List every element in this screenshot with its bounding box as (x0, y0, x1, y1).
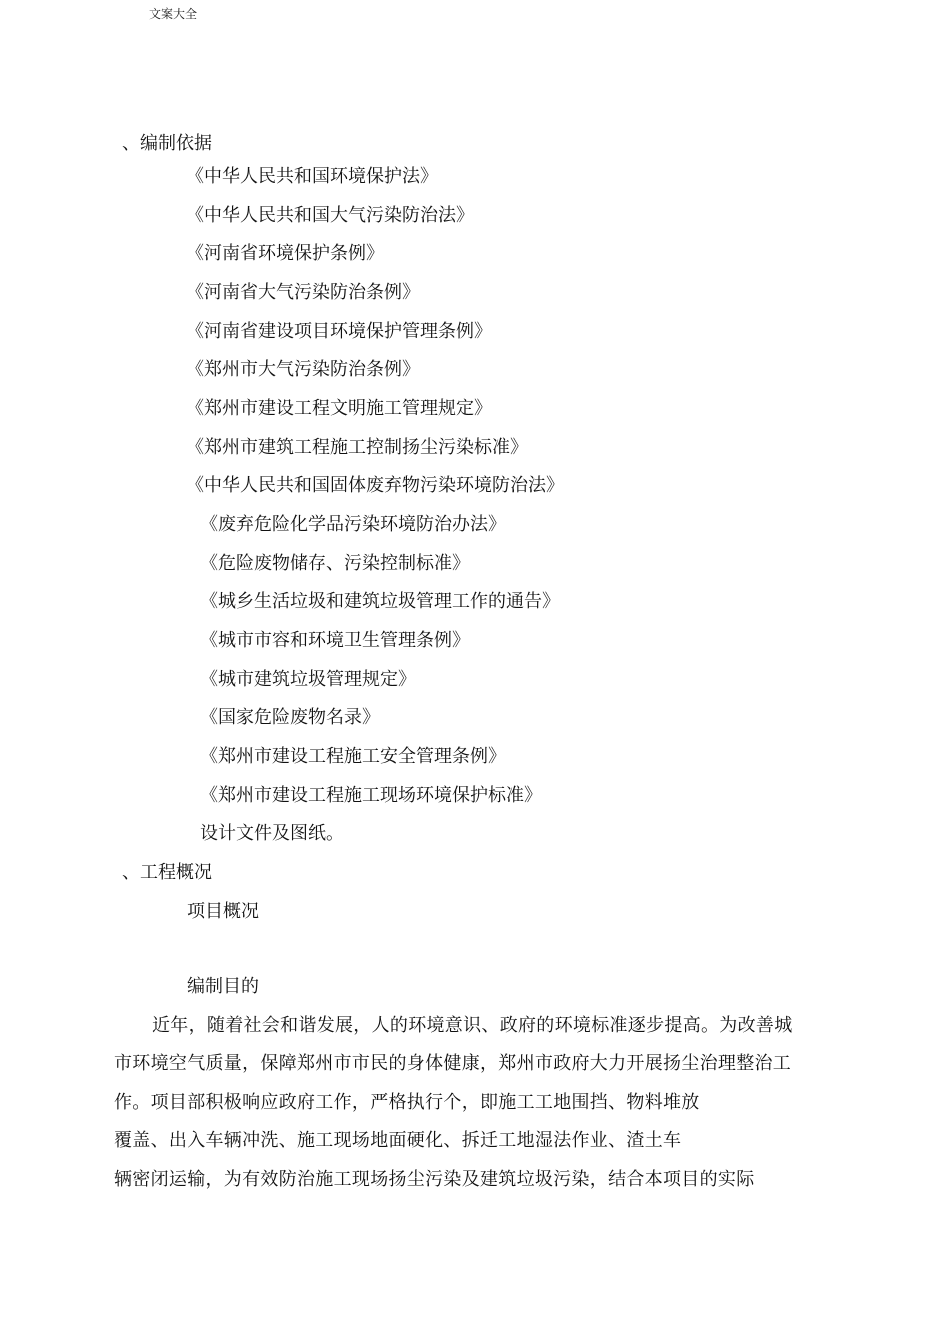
subheading-purpose: 编制目的 (187, 976, 259, 997)
header-mark: 文案大全 (149, 7, 198, 21)
reference-item: 《危险废物储存、污染控制标准》 (200, 553, 470, 574)
paragraph-line: 市环境空气质量，保障郑州市市民的身体健康，郑州市政府大力开展扬尘治理整治工 (114, 1053, 792, 1074)
subheading-project-overview: 项目概况 (187, 901, 259, 922)
reference-item: 《河南省大气污染防治条例》 (186, 282, 420, 303)
reference-item: 《河南省建设项目环境保护管理条例》 (186, 321, 492, 342)
reference-item: 《中华人民共和国环境保护法》 (186, 166, 438, 187)
section-title-overview: 、工程概况 (122, 862, 212, 883)
reference-item: 《中华人民共和国固体废弃物污染环境防治法》 (186, 475, 564, 496)
reference-item: 《河南省环境保护条例》 (186, 243, 384, 264)
reference-item: 《郑州市建筑工程施工控制扬尘污染标准》 (186, 437, 528, 458)
reference-item: 《郑州市建设工程施工现场环境保护标准》 (200, 785, 542, 806)
paragraph-line: 辆密闭运输，为有效防治施工现场扬尘污染及建筑垃圾污染，结合本项目的实际 (114, 1169, 755, 1190)
reference-item: 《郑州市建设工程文明施工管理规定》 (186, 398, 492, 419)
paragraph-line: 近年，随着社会和谐发展，人的环境意识、政府的环境标准逐步提高。为改善城 (152, 1015, 793, 1036)
reference-item: 《城市建筑垃圾管理规定》 (200, 669, 416, 690)
reference-item: 《城乡生活垃圾和建筑垃圾管理工作的通告》 (200, 591, 560, 612)
reference-item: 《中华人民共和国大气污染防治法》 (186, 205, 474, 226)
reference-item: 《国家危险废物名录》 (200, 707, 380, 728)
reference-item: 《废弃危险化学品污染环境防治办法》 (200, 514, 506, 535)
paragraph-line: 覆盖、出入车辆冲洗、施工现场地面硬化、拆迁工地湿法作业、渣土车 (114, 1130, 682, 1151)
reference-item: 《郑州市大气污染防治条例》 (186, 359, 420, 380)
paragraph-line: 作。项目部积极响应政府工作，严格执行个，即施工工地围挡、物料堆放 (114, 1092, 700, 1113)
reference-item: 《郑州市建设工程施工安全管理条例》 (200, 746, 506, 767)
reference-item: 设计文件及图纸。 (200, 823, 344, 844)
reference-item: 《城市市容和环境卫生管理条例》 (200, 630, 470, 651)
section-title-basis: 、编制依据 (122, 133, 212, 154)
